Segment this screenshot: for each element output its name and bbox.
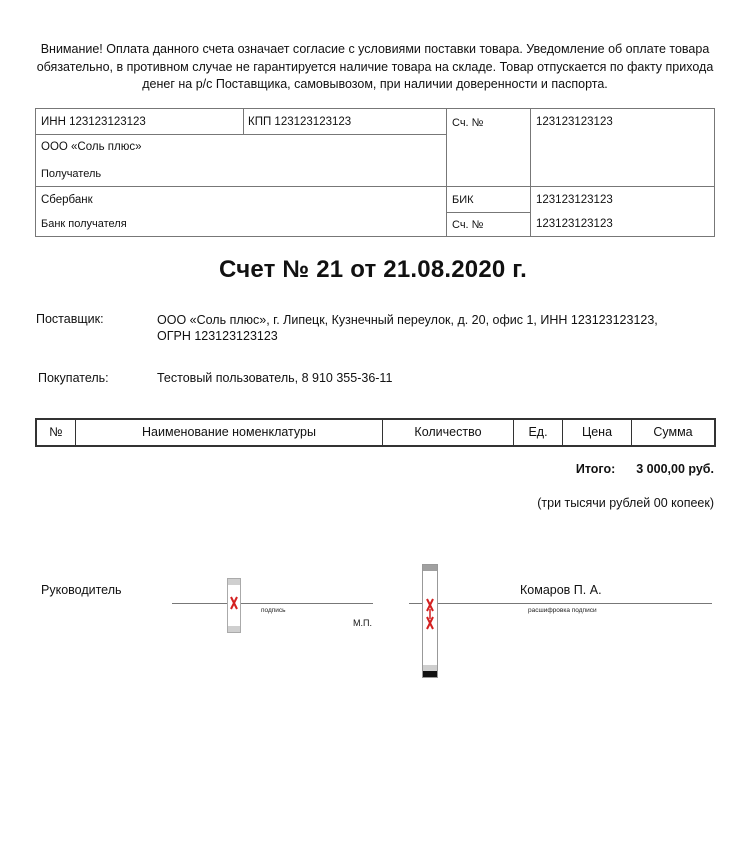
signature-image <box>227 578 241 633</box>
recipient-label: Получатель <box>41 168 102 180</box>
account-number: 123123123123 <box>536 116 613 128</box>
supplier-value-line2: ОГРН 123123123123 <box>157 329 278 343</box>
invoice-title: Счет № 21 от 21.08.2020 г. <box>219 256 527 283</box>
total-row <box>576 462 714 476</box>
signature-caption: подпись <box>261 607 286 614</box>
total-value: 3 000,00 руб. <box>636 462 714 476</box>
signer-name: Комаров П. А. <box>520 583 602 597</box>
stamp-caption: М.П. <box>353 618 372 628</box>
position-label: Руководитель <box>41 583 122 597</box>
bik-value: 123123123123 <box>536 194 613 206</box>
inn: ИНН 123123123123 <box>41 116 146 128</box>
col-quantity: Количество <box>414 425 482 439</box>
corr-account-label: Сч. № <box>452 219 484 231</box>
payment-notice: Внимание! Оплата данного счета означает согласие с условиями поставки товара. Уведомление об оплате товара обязательно, в противном случае не гарантируется наличие товара на складе. Товар отпускается по факту прихода денег на р/с Поставщика, самовывозом, при наличии доверенности и паспорта. <box>36 42 714 91</box>
goods-table-header <box>35 418 716 447</box>
col-sum: Сумма <box>653 425 693 439</box>
signature-line <box>172 603 373 604</box>
broken-image-icon <box>228 579 240 632</box>
bik-label: БИК <box>452 194 474 206</box>
stamp-image <box>422 564 438 678</box>
kpp: КПП 123123123123 <box>248 116 352 128</box>
corr-account-value: 123123123123 <box>536 218 613 230</box>
supplier-value-line1: ООО «Соль плюс», г. Липецк, Кузнечный переулок, д. 20, офис 1, ИНН 123123123123, <box>157 313 658 327</box>
broken-image-icon <box>423 565 437 677</box>
account-label: Сч. № <box>452 117 484 129</box>
col-number: № <box>49 425 63 439</box>
recipient-name: ООО «Соль плюс» <box>41 141 142 153</box>
bank-name: Сбербанк <box>41 194 93 206</box>
bank-details-table <box>35 108 715 237</box>
supplier-label: Поставщик: <box>36 312 104 326</box>
col-price: Цена <box>581 425 613 439</box>
buyer-value: Тестовый пользователь, 8 910 355-36-11 <box>157 371 393 385</box>
bank-label: Банк получателя <box>41 218 127 230</box>
col-name: Наименование номенклатуры <box>142 425 316 439</box>
name-line <box>409 603 712 604</box>
total-label: Итого: <box>575 462 616 476</box>
name-caption: расшифровка подписи <box>528 607 597 614</box>
total-in-words: (три тысячи рублей 00 копеек) <box>537 496 714 510</box>
col-unit: Ед. <box>528 425 548 439</box>
buyer-label: Покупатель: <box>38 371 109 385</box>
